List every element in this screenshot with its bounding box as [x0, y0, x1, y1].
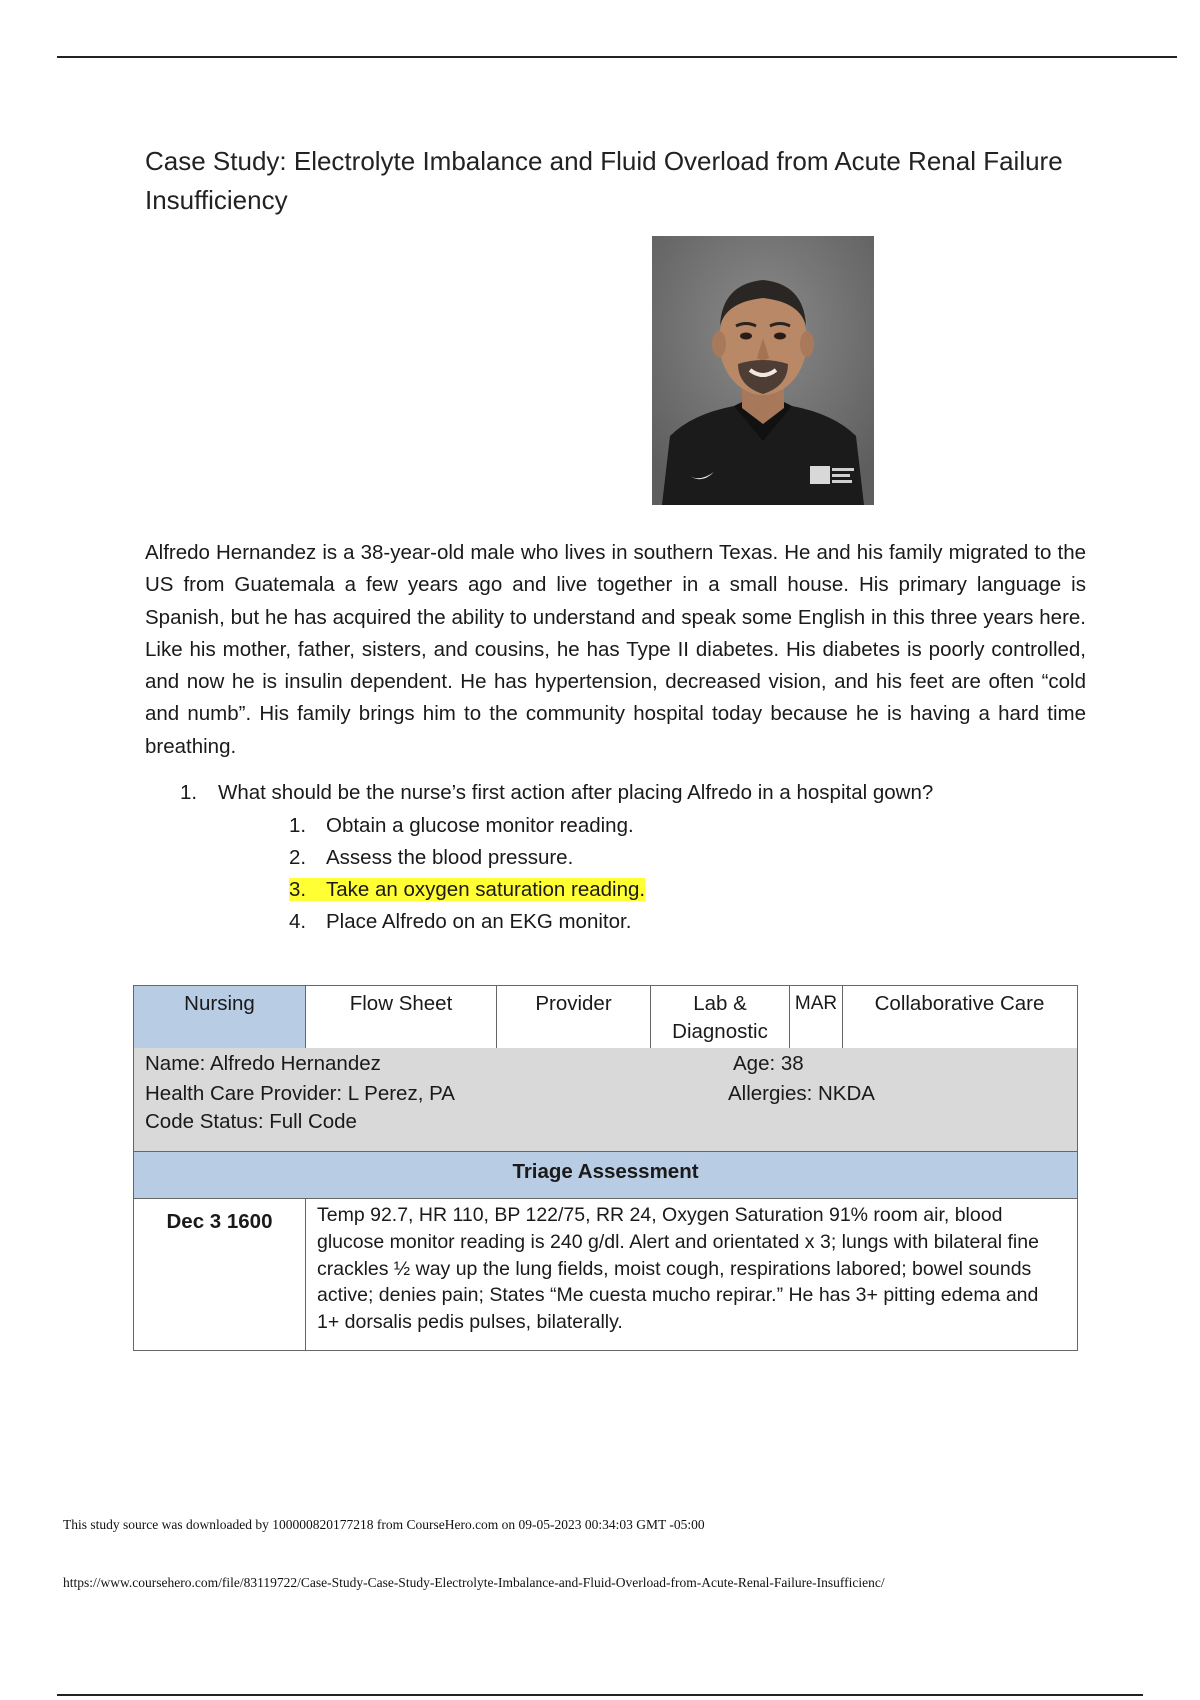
question-text: What should be the nurse’s first action after placing Alfredo in a hospital gown? — [218, 781, 934, 804]
health-care-provider: Health Care Provider: L Perez, PA — [145, 1082, 455, 1105]
answer-options — [289, 810, 989, 938]
answer-option-highlighted — [289, 874, 989, 906]
answer-option — [289, 810, 989, 842]
option-text: Obtain a glucose monitor reading. — [326, 814, 634, 837]
patient-name: Name: Alfredo Hernandez — [145, 1052, 381, 1075]
case-intro-paragraph: Alfredo Hernandez is a 38-year-old male who lives in southern Texas. He and his family migrated to the US from Guatemala a few years ago and live together in a small house. His primary language is Spanish, but he has acquired the ability to understand and speak some English in this three years here. Like his mother, father, sisters, and cousins, he has Type II diabetes. His diabetes is poorly controlled, and now he is insulin dependent. He has hypertension, decreased vision, and his feet are often “cold and numb”. His family brings him to the community hospital today because he is having a hard time breathing. — [145, 541, 1086, 758]
ehr-table — [133, 985, 1078, 1351]
person-photo-icon — [652, 236, 874, 505]
highlight — [289, 878, 645, 901]
download-note: This study source was downloaded by 100000820177218 from CourseHero.com on 09-05-2023 00:34:03 GMT -05:00 — [63, 1517, 705, 1532]
allergies: Allergies: NKDA — [728, 1082, 875, 1105]
tab-lab-diagnostic[interactable]: Lab & Diagnostic — [651, 986, 790, 1048]
patient-info — [134, 1048, 1077, 1152]
option-number: 2. — [289, 846, 307, 869]
entry-date: Dec 3 1600 — [134, 1199, 306, 1350]
top-rule — [57, 56, 1177, 58]
patient-photo — [652, 236, 874, 505]
option-text: Take an oxygen saturation reading. — [326, 878, 646, 901]
page-title: Case Study: Electrolyte Imbalance and Fluid Overload from Acute Renal Failure Insufficiency — [145, 146, 1063, 215]
bottom-rule — [57, 1694, 1143, 1696]
tab-mar[interactable]: MAR — [790, 986, 843, 1048]
triage-assessment-header: Triage Assessment — [134, 1152, 1077, 1199]
code-status: Code Status: Full Code — [145, 1110, 357, 1133]
tab-nursing[interactable]: Nursing — [134, 986, 306, 1048]
answer-option — [289, 906, 989, 938]
option-text: Place Alfredo on an EKG monitor. — [326, 910, 632, 933]
question-number: 1. — [180, 781, 198, 804]
question-1 — [180, 777, 1080, 809]
tab-collaborative-care[interactable]: Collaborative Care — [874, 992, 1045, 1015]
option-number: 1. — [289, 814, 307, 837]
patient-age: Age: 38 — [733, 1052, 804, 1075]
tab-flow-sheet[interactable]: Flow Sheet — [306, 986, 497, 1048]
tab-provider[interactable]: Provider — [497, 986, 651, 1048]
ehr-tabs — [134, 986, 1077, 1049]
answer-option — [289, 842, 989, 874]
option-text: Assess the blood pressure. — [326, 846, 574, 869]
entry-notes: Temp 92.7, HR 110, BP 122/75, RR 24, Oxygen Saturation 91% room air, blood glucose monitor reading is 240 g/dl. Alert and orientated x 3; lungs with bilateral fine crackles ½ way up the lung fields, moist cough, respirations labored; bowel sounds active; denies pain; States “Me cuesta mucho repirar.” He has 3+ pitting edema and 1+ dorsalis pedis pulses, bilaterally. — [317, 1204, 1039, 1334]
option-number: 3. — [289, 878, 307, 901]
source-url[interactable]: https://www.coursehero.com/file/83119722/Case-Study-Case-Study-Electrolyte-Imbalance-and-Fluid-Overload-from-Acute-Renal-Failure-Insufficienc/ — [63, 1575, 885, 1590]
triage-entry-row — [134, 1199, 1077, 1350]
option-number: 4. — [289, 910, 307, 933]
